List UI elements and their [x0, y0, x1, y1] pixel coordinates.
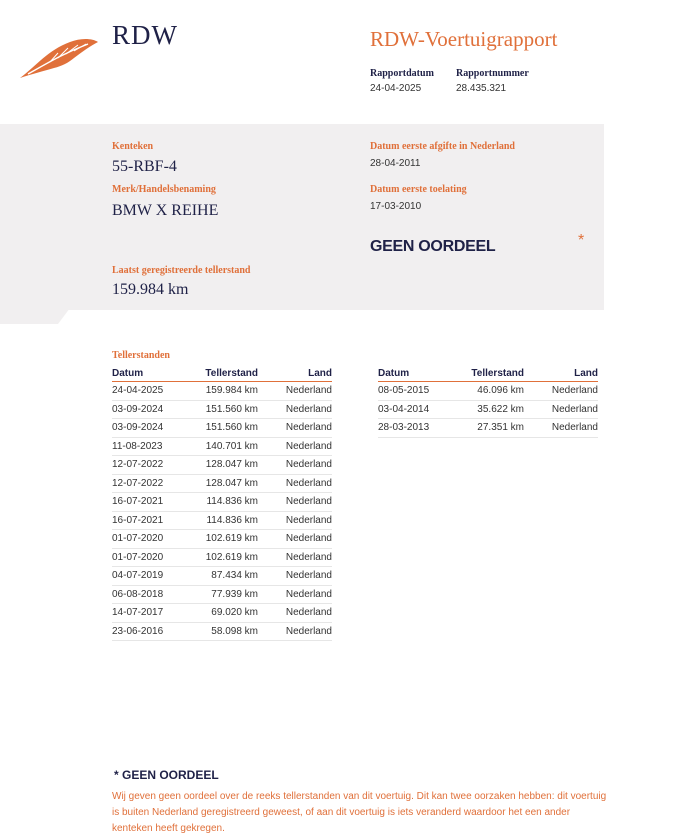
row-land: Nederland	[258, 419, 332, 438]
row-land: Nederland	[258, 400, 332, 419]
rdw-feather-logo-icon	[18, 36, 100, 82]
row-land: Nederland	[524, 400, 598, 419]
toelating-label: Datum eerste toelating	[370, 184, 467, 195]
tellerstand-label: Laatst geregistreerde tellerstand	[112, 265, 251, 276]
table-row	[112, 585, 332, 604]
merk-value: BMW X REIHE	[112, 202, 219, 219]
row-datum: 03-09-2024	[112, 419, 204, 438]
col-tellerstand-header: Tellerstand	[204, 366, 258, 382]
table-row	[112, 456, 332, 475]
row-tellerstand: 69.020 km	[204, 604, 258, 623]
row-tellerstand: 77.939 km	[204, 585, 258, 604]
table-row	[112, 604, 332, 623]
col-datum-header: Datum	[378, 366, 470, 382]
row-land: Nederland	[258, 382, 332, 401]
verdict-text: GEEN OORDEEL	[370, 238, 496, 255]
footnote-title: * GEEN OORDEEL	[114, 768, 219, 782]
rapportdatum-value: 24-04-2025	[370, 83, 422, 94]
tellerstanden-table-left	[112, 366, 332, 641]
panel-tab-shape	[0, 308, 70, 326]
row-land: Nederland	[258, 622, 332, 641]
afgifte-label: Datum eerste afgifte in Nederland	[370, 141, 515, 152]
row-tellerstand: 35.622 km	[470, 400, 524, 419]
col-datum-header: Datum	[112, 366, 204, 382]
footnote-text: Wij geven geen oordeel over de reeks tellerstanden van dit voertuig. Dit kan twee oorzaken hebben: dit voertuig is buiten Nederland geregistreerd geweest, of aan dit voertuig is iets veranderd waardoor het een ander kenteken heeft gekregen.	[112, 791, 607, 834]
row-tellerstand: 114.836 km	[204, 511, 258, 530]
table-row	[378, 400, 598, 419]
table-row	[112, 511, 332, 530]
row-land: Nederland	[258, 493, 332, 512]
row-land: Nederland	[524, 382, 598, 401]
col-land-header: Land	[524, 366, 598, 382]
table-row	[112, 530, 332, 549]
tellerstand-value: 159.984 km	[112, 281, 189, 298]
table-row	[378, 419, 598, 438]
row-datum: 23-06-2016	[112, 622, 204, 641]
row-tellerstand: 114.836 km	[204, 493, 258, 512]
toelating-value: 17-03-2010	[370, 201, 422, 212]
row-tellerstand: 128.047 km	[204, 456, 258, 475]
row-tellerstand: 159.984 km	[204, 382, 258, 401]
row-tellerstand: 27.351 km	[470, 419, 524, 438]
row-datum: 14-07-2017	[112, 604, 204, 623]
kenteken-value: 55-RBF-4	[112, 158, 177, 175]
row-datum: 24-04-2025	[112, 382, 204, 401]
tellerstanden-title: Tellerstanden	[112, 350, 170, 361]
row-land: Nederland	[258, 604, 332, 623]
row-datum: 16-07-2021	[112, 493, 204, 512]
row-tellerstand: 102.619 km	[204, 548, 258, 567]
rapportnummer-value: 28.435.321	[456, 83, 507, 94]
row-land: Nederland	[258, 585, 332, 604]
kenteken-label: Kenteken	[112, 141, 154, 152]
row-datum: 12-07-2022	[112, 456, 204, 475]
logo-text: RDW	[112, 20, 178, 50]
table-row	[112, 382, 332, 401]
row-tellerstand: 128.047 km	[204, 474, 258, 493]
row-land: Nederland	[258, 474, 332, 493]
row-tellerstand: 151.560 km	[204, 419, 258, 438]
row-datum: 06-08-2018	[112, 585, 204, 604]
table-row	[112, 622, 332, 641]
row-land: Nederland	[258, 548, 332, 567]
verdict-asterisk: *	[578, 232, 585, 249]
row-land: Nederland	[258, 511, 332, 530]
row-land: Nederland	[258, 456, 332, 475]
report-title: RDW-Voertuigrapport	[370, 27, 558, 51]
row-datum: 03-09-2024	[112, 400, 204, 419]
rapportnummer-label: Rapportnummer	[456, 68, 529, 79]
row-datum: 16-07-2021	[112, 511, 204, 530]
row-datum: 12-07-2022	[112, 474, 204, 493]
rapportdatum-label: Rapportdatum	[370, 68, 434, 79]
row-land: Nederland	[258, 530, 332, 549]
row-tellerstand: 87.434 km	[204, 567, 258, 586]
col-land-header: Land	[258, 366, 332, 382]
table-row	[112, 493, 332, 512]
table-row	[378, 382, 598, 401]
row-datum: 01-07-2020	[112, 530, 204, 549]
table-row	[112, 437, 332, 456]
row-tellerstand: 46.096 km	[470, 382, 524, 401]
row-datum: 03-04-2014	[378, 400, 470, 419]
row-datum: 04-07-2019	[112, 567, 204, 586]
table-row	[112, 419, 332, 438]
table-row	[112, 400, 332, 419]
row-land: Nederland	[258, 437, 332, 456]
col-tellerstand-header: Tellerstand	[470, 366, 524, 382]
row-datum: 11-08-2023	[112, 437, 204, 456]
table-row	[112, 474, 332, 493]
row-tellerstand: 102.619 km	[204, 530, 258, 549]
row-datum: 01-07-2020	[112, 548, 204, 567]
tellerstanden-table-right	[378, 366, 598, 438]
row-datum: 28-03-2013	[378, 419, 470, 438]
row-land: Nederland	[258, 567, 332, 586]
row-tellerstand: 151.560 km	[204, 400, 258, 419]
row-land: Nederland	[524, 419, 598, 438]
afgifte-value: 28-04-2011	[370, 158, 421, 169]
merk-label: Merk/Handelsbenaming	[112, 184, 216, 195]
row-tellerstand: 58.098 km	[204, 622, 258, 641]
row-datum: 08-05-2015	[378, 382, 470, 401]
table-row	[112, 567, 332, 586]
row-tellerstand: 140.701 km	[204, 437, 258, 456]
table-row	[112, 548, 332, 567]
